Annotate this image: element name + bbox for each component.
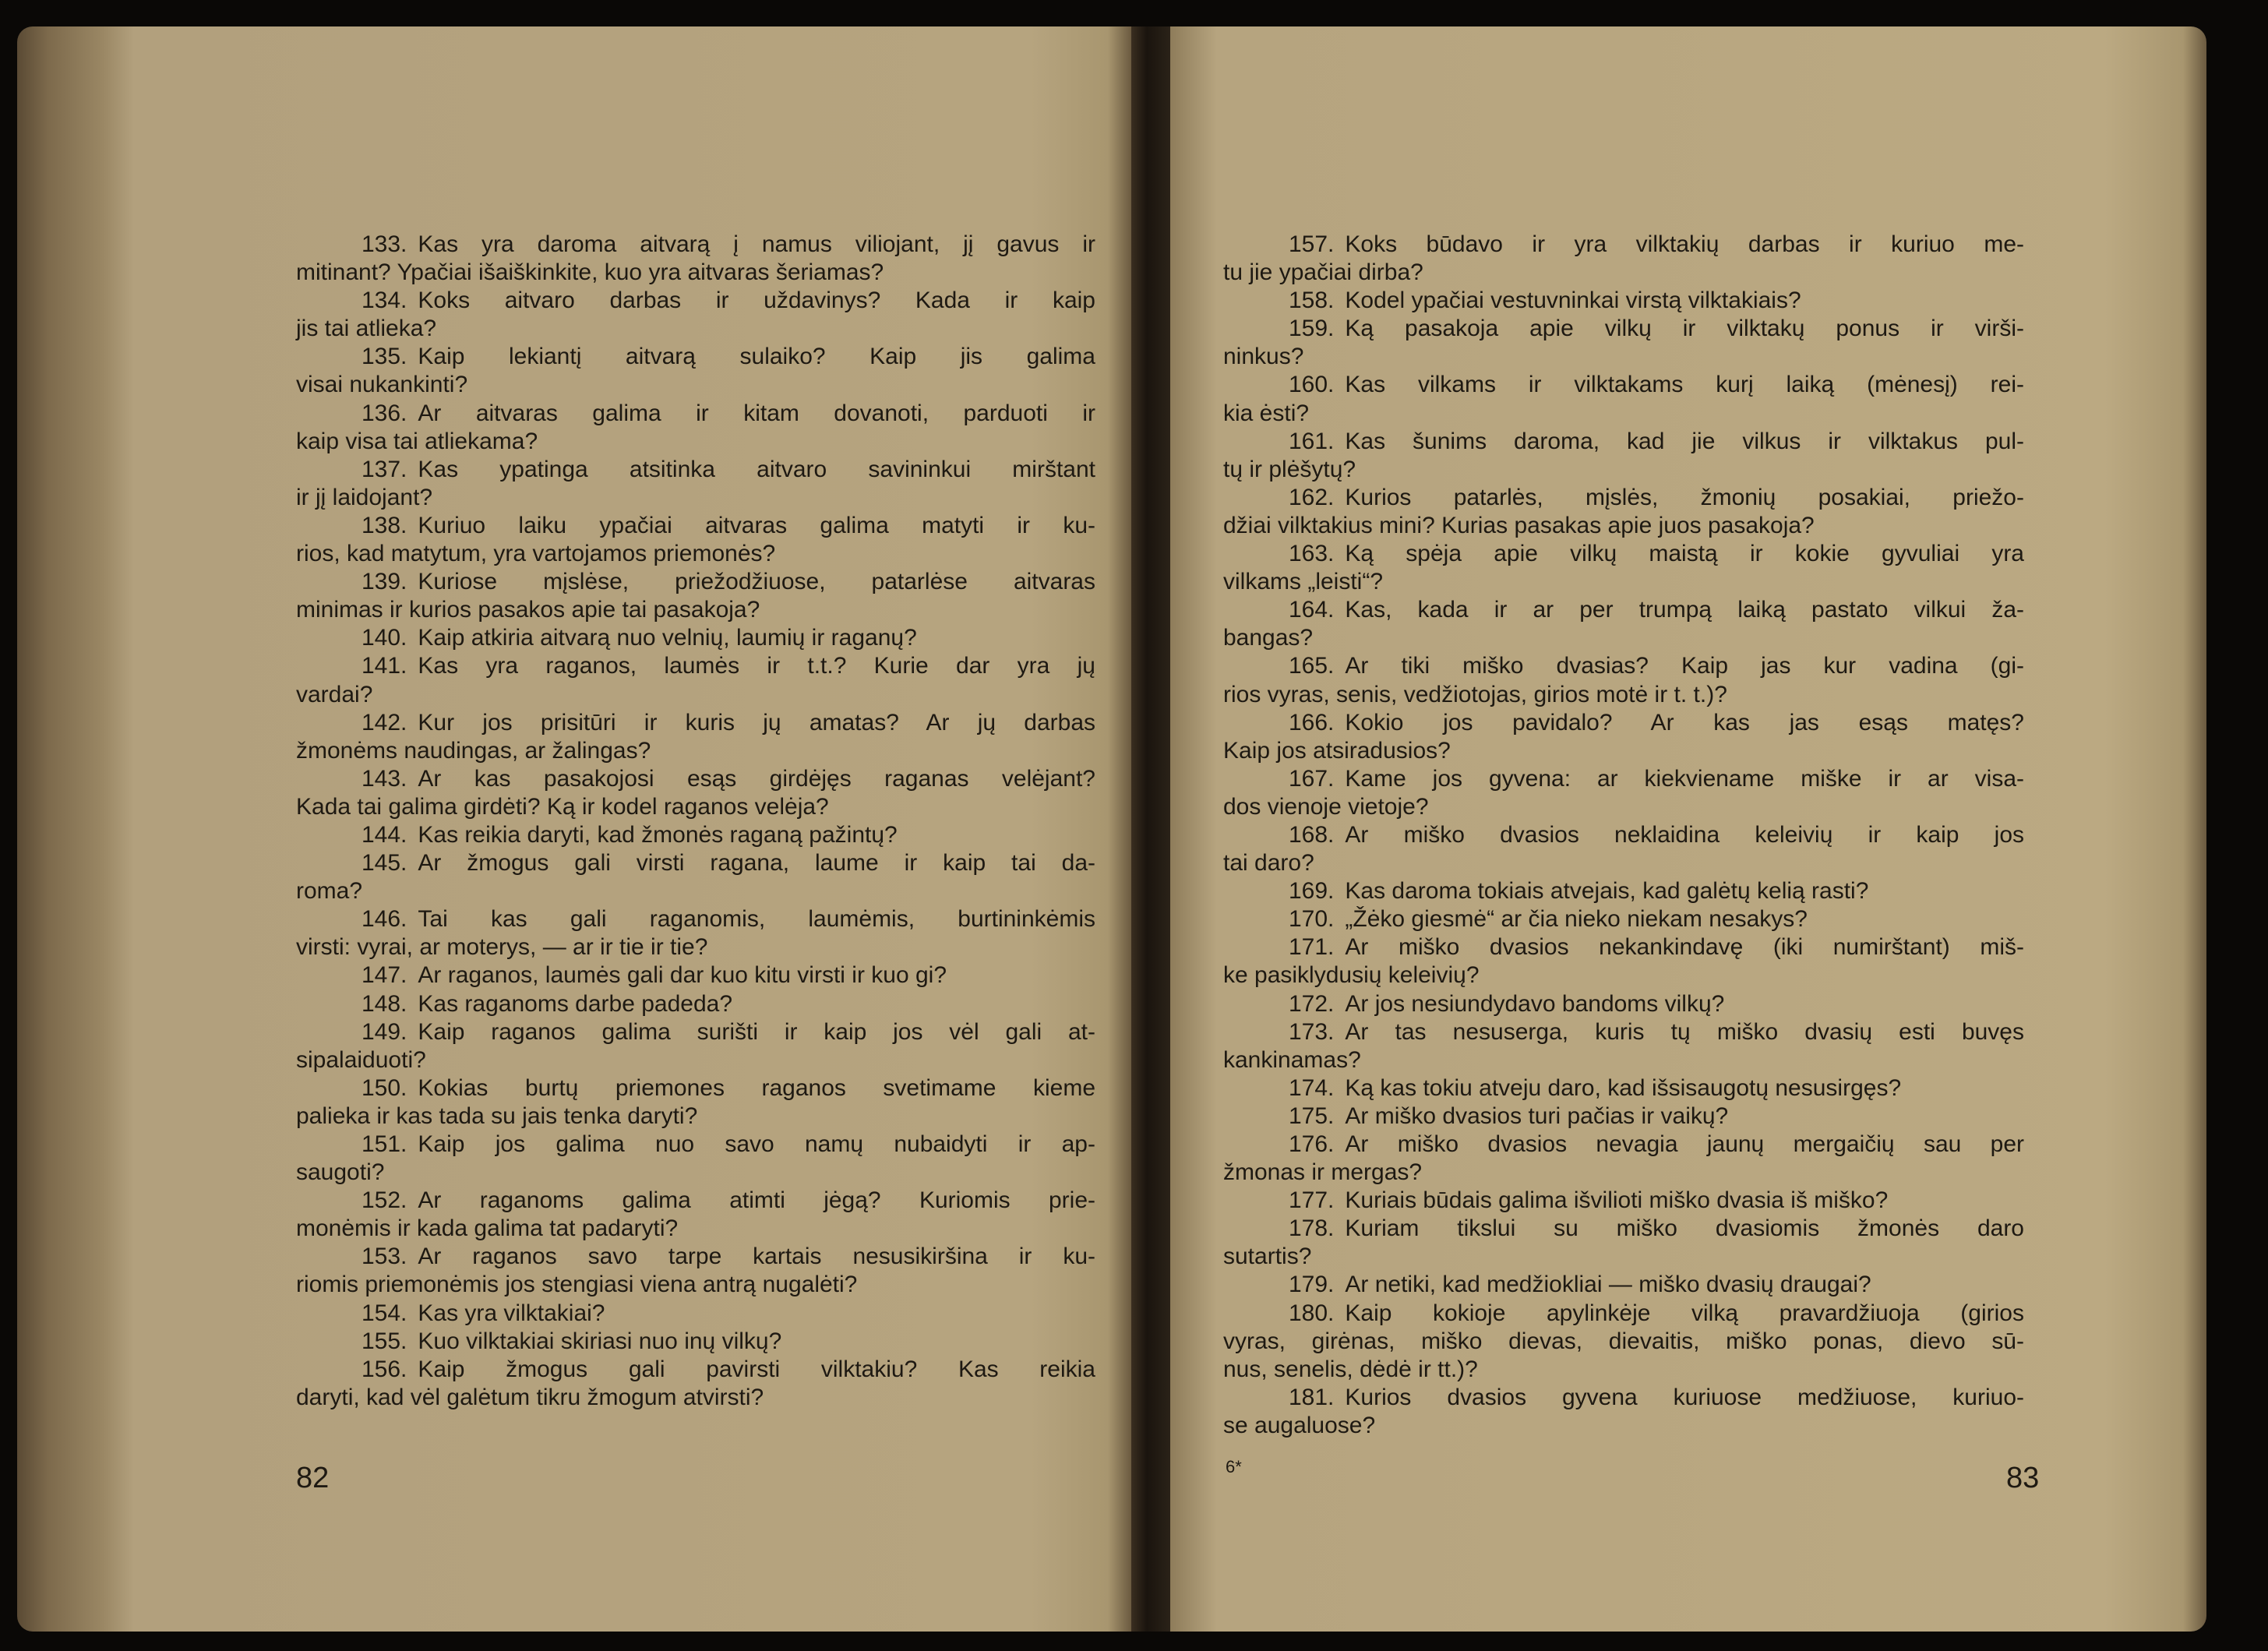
question-text: Kas raganoms darbe padeda? <box>418 990 733 1017</box>
question-line <box>296 231 1095 259</box>
question-number: 173. <box>1289 1018 1335 1045</box>
question-text: sutartis? <box>1223 1244 1312 1270</box>
question-text: rios, kad matytum, yra vartojamos priemonės? <box>296 541 776 567</box>
question-line <box>296 737 1095 765</box>
question-text: mitinant? Ypačiai išaiškinkite, kuo yra aitvaras šeriamas? <box>296 259 884 286</box>
question-number: 141. <box>362 653 407 679</box>
question-text: roma? <box>296 878 363 905</box>
question-item <box>1223 990 2024 1018</box>
question-line <box>296 1187 1095 1215</box>
question-number: 148. <box>362 990 407 1017</box>
question-text: ke pasiklydusių keleivių? <box>1223 962 1480 989</box>
question-item <box>1223 428 2024 484</box>
question-item <box>296 456 1095 512</box>
question-text: tų ir plėšytų? <box>1223 456 1356 482</box>
question-number: 138. <box>362 512 407 538</box>
question-text: Ar miško dvasios nekankindavę (iki numirštant) miš- <box>1345 934 2024 961</box>
question-line <box>296 709 1095 737</box>
question-text: virsti: vyrai, ar moterys, — ar ir tie ir tie? <box>296 934 708 961</box>
question-item <box>296 1328 1095 1356</box>
question-line <box>296 1243 1095 1271</box>
question-line <box>1223 343 2024 371</box>
page-number-left: 82 <box>296 1462 330 1494</box>
question-line <box>1223 1159 2024 1187</box>
question-line <box>1223 1243 2024 1271</box>
question-line <box>1223 371 2024 399</box>
question-line <box>296 681 1095 709</box>
question-text: rios vyras, senis, vedžiotojas, girios motė ir t. t.)? <box>1223 681 1727 707</box>
question-number: 147. <box>362 962 407 989</box>
question-number: 133. <box>362 231 407 257</box>
question-number: 166. <box>1289 709 1335 736</box>
question-number: 164. <box>1289 597 1335 623</box>
question-text: Ar netiki, kad medžiokliai — miško dvasių draugai? <box>1345 1272 1871 1298</box>
question-line <box>1223 793 2024 821</box>
question-text: Kaip lekiantį aitvarą sulaiko? Kaip jis galima <box>418 344 1095 370</box>
question-item <box>296 652 1095 708</box>
question-item <box>1223 484 2024 540</box>
question-text: Ką kas tokiu atveju daro, kad išsisaugotų nesusirgęs? <box>1345 1074 1902 1101</box>
question-text: Kodel ypačiai vestuvninkai virstą vilktakiais? <box>1345 288 1801 314</box>
question-item <box>296 231 1095 287</box>
question-text: Ar tiki miško dvasias? Kaip jas kur vadina (gi- <box>1345 653 2024 679</box>
question-number: 153. <box>362 1244 407 1270</box>
question-item <box>296 905 1095 961</box>
question-line <box>296 287 1095 315</box>
question-number: 154. <box>362 1300 407 1326</box>
question-line <box>1223 1356 2024 1384</box>
question-text: minimas ir kurios pasakos apie tai pasakoja? <box>296 597 760 623</box>
question-line <box>1223 709 2024 737</box>
question-line <box>1223 624 2024 652</box>
question-text: Ar raganos savo tarpe kartais nesusikiršina ir ku- <box>418 1244 1095 1270</box>
question-text: „Žėko giesmė“ ar čia nieko niekam nesakys? <box>1345 906 1808 933</box>
question-number: 151. <box>362 1131 407 1157</box>
question-text: Ar jos nesiundydavo bandoms vilkų? <box>1345 990 1725 1017</box>
question-item <box>296 400 1095 456</box>
question-text: džiai vilktakius mini? Kurias pasakas apie juos pasakoja? <box>1223 512 1815 538</box>
question-text: bangas? <box>1223 625 1314 651</box>
question-text: Kurios patarlės, mįslės, žmonių posakiai, priežo- <box>1345 484 2024 510</box>
question-item <box>1223 877 2024 905</box>
question-line <box>296 1384 1095 1412</box>
question-item <box>296 961 1095 990</box>
question-item <box>1223 905 2024 933</box>
question-number: 149. <box>362 1018 407 1045</box>
question-item <box>1223 1271 2024 1299</box>
question-number: 178. <box>1289 1215 1335 1242</box>
question-text: Kaip jos galima nuo savo namų nubaidyti ir ap- <box>418 1131 1095 1157</box>
question-text: ninkus? <box>1223 344 1304 370</box>
question-text: Kaip žmogus gali pavirsti vilktakiu? Kas reikia <box>418 1356 1095 1382</box>
question-text: dos vienoje vietoje? <box>1223 793 1429 820</box>
book-spine <box>1131 26 1170 1632</box>
question-line <box>296 1271 1095 1299</box>
question-text: Koks aitvaro darbas ir uždavinys? Kada ir kaip <box>418 288 1095 314</box>
question-line <box>296 793 1095 821</box>
question-text: Kas, kada ir ar per trumpą laiką pastato vilkui ža- <box>1345 597 2024 623</box>
question-line <box>296 1102 1095 1131</box>
page-number-right: 83 <box>2006 1462 2040 1494</box>
question-text: Kokio jos pavidalo? Ar kas jas esąs matęs? <box>1345 709 2024 736</box>
question-text: tu jie ypačiai dirba? <box>1223 259 1423 286</box>
question-text: Kurios dvasios gyvena kuriuose medžiuose, kuriuo- <box>1345 1384 2024 1410</box>
question-number: 140. <box>362 625 407 651</box>
question-text: Kaip raganos galima surišti ir kaip jos vėl gali at- <box>418 1018 1095 1045</box>
question-item <box>1223 709 2024 765</box>
question-text: Kur jos prisitūri ir kuris jų amatas? Ar jų darbas <box>418 709 1095 736</box>
question-line <box>1223 1131 2024 1159</box>
question-text: Kaip jos atsiradusios? <box>1223 737 1451 764</box>
question-line <box>296 1131 1095 1159</box>
question-line <box>1223 400 2024 428</box>
question-line <box>296 961 1095 990</box>
question-line <box>1223 315 2024 343</box>
question-text: Kas daroma tokiais atvejais, kad galėtų kelią rasti? <box>1345 878 1869 905</box>
question-number: 163. <box>1289 541 1335 567</box>
question-text: kaip visa tai atliekama? <box>296 428 538 454</box>
question-item <box>1223 287 2024 315</box>
question-text: Ką pasakoja apie vilkų ir vilktakų ponus ir virši- <box>1345 316 2024 342</box>
question-text: Ar tas nesuserga, kuris tų miško dvasių esti buvęs <box>1345 1018 2024 1045</box>
question-text: daryti, kad vėl galėtum tikru žmogum atvirsti? <box>296 1384 764 1410</box>
question-item <box>1223 1215 2024 1271</box>
question-text: sipalaiduoti? <box>296 1046 426 1073</box>
question-line <box>296 343 1095 371</box>
question-text: Kame jos gyvena: ar kiekviename miške ir ar visa- <box>1345 765 2024 792</box>
question-line <box>1223 1018 2024 1046</box>
question-line <box>296 1046 1095 1074</box>
question-text: Kaip kokioje apylinkėje vilką pravardžiuoja (girios <box>1345 1300 2024 1326</box>
question-number: 136. <box>362 400 407 426</box>
question-line <box>296 484 1095 512</box>
question-line <box>296 905 1095 933</box>
question-item <box>1223 231 2024 287</box>
question-text: Kuriam tikslui su miško dvasiomis žmonės daro <box>1345 1215 2024 1242</box>
question-text: Kas vilkams ir vilktakams kurį laiką (mėnesį) rei- <box>1345 372 2024 398</box>
question-line <box>1223 933 2024 961</box>
question-line <box>1223 512 2024 540</box>
question-number: 157. <box>1289 231 1335 257</box>
question-number: 175. <box>1289 1102 1335 1129</box>
question-text: Kada tai galima girdėti? Ką ir kodel raganos velėja? <box>296 793 829 820</box>
question-text: Koks būdavo ir yra vilktakių darbas ir kuriuo me- <box>1345 231 2024 257</box>
question-number: 174. <box>1289 1074 1335 1101</box>
question-item <box>296 568 1095 624</box>
question-line <box>1223 1300 2024 1328</box>
question-text: nus, senelis, dėdė ir tt.)? <box>1223 1356 1478 1382</box>
question-line <box>1223 1074 2024 1102</box>
question-number: 168. <box>1289 821 1335 848</box>
question-item <box>1223 821 2024 877</box>
question-text: Kaip atkiria aitvarą nuo velnių, laumių ir raganų? <box>418 625 917 651</box>
question-text: vardai? <box>296 681 373 707</box>
question-line <box>296 568 1095 596</box>
question-number: 150. <box>362 1074 407 1101</box>
question-line <box>296 596 1095 624</box>
question-line <box>296 371 1095 399</box>
question-text: monėmis ir kada galima tat padaryti? <box>296 1215 679 1242</box>
question-number: 144. <box>362 821 407 848</box>
question-line <box>1223 568 2024 596</box>
question-number: 135. <box>362 344 407 370</box>
question-line <box>296 259 1095 287</box>
question-line <box>296 877 1095 905</box>
left-page <box>17 26 1131 1632</box>
question-item <box>1223 1384 2024 1440</box>
question-text: se augaluose? <box>1223 1412 1376 1438</box>
question-text: Kas yra daroma aitvarą į namus viliojant, jį gavus ir <box>418 231 1095 257</box>
question-text: Kuriose mįslėse, priežodžiuose, patarlėse aitvaras <box>418 569 1095 595</box>
question-line <box>296 512 1095 540</box>
question-line <box>1223 821 2024 849</box>
question-text: Tai kas gali raganomis, laumėmis, burtininkėmis <box>418 906 1095 933</box>
question-item <box>1223 315 2024 371</box>
question-line <box>1223 1384 2024 1412</box>
question-list-left <box>296 231 1095 1412</box>
question-number: 177. <box>1289 1187 1335 1214</box>
question-text: Ar miško dvasios nevagia jaunų mergaičių sau per <box>1345 1131 2024 1157</box>
question-line <box>1223 765 2024 793</box>
question-number: 162. <box>1289 484 1335 510</box>
question-item <box>296 512 1095 568</box>
question-line <box>1223 287 2024 315</box>
question-text: Kuriuo laiku ypačiai aitvaras galima matyti ir ku- <box>418 512 1095 538</box>
question-text: jis tai atlieka? <box>296 316 437 342</box>
question-number: 159. <box>1289 316 1335 342</box>
question-item <box>1223 1102 2024 1131</box>
question-number: 142. <box>362 709 407 736</box>
question-text: žmonas ir mergas? <box>1223 1159 1423 1186</box>
question-item <box>296 343 1095 399</box>
question-line <box>1223 849 2024 877</box>
question-text: visai nukankinti? <box>296 372 468 398</box>
question-number: 180. <box>1289 1300 1335 1326</box>
question-line <box>1223 456 2024 484</box>
question-number: 179. <box>1289 1272 1335 1298</box>
question-line <box>296 456 1095 484</box>
question-number: 134. <box>362 288 407 314</box>
question-number: 143. <box>362 765 407 792</box>
question-item <box>296 287 1095 343</box>
question-line <box>296 652 1095 680</box>
question-number: 181. <box>1289 1384 1335 1410</box>
question-item <box>296 624 1095 652</box>
question-line <box>296 624 1095 652</box>
question-line <box>296 315 1095 343</box>
question-line <box>296 1328 1095 1356</box>
question-item <box>296 1131 1095 1187</box>
question-line <box>296 765 1095 793</box>
question-line <box>1223 484 2024 512</box>
question-line <box>296 849 1095 877</box>
question-item <box>296 1074 1095 1131</box>
question-text: Ar aitvaras galima ir kitam dovanoti, parduoti ir <box>418 400 1095 426</box>
question-line <box>1223 681 2024 709</box>
question-text: riomis priemonėmis jos stengiasi viena antrą nugalėti? <box>296 1272 858 1298</box>
question-text: vyras, girėnas, miško dievas, dievaitis, miško ponas, dievo sū- <box>1223 1328 2024 1354</box>
question-number: 170. <box>1289 906 1335 933</box>
question-item <box>296 1018 1095 1074</box>
question-number: 167. <box>1289 765 1335 792</box>
question-item <box>1223 652 2024 708</box>
signature-mark: 6* <box>1226 1457 1242 1476</box>
question-text: saugoti? <box>296 1159 385 1186</box>
question-line <box>296 400 1095 428</box>
question-line <box>296 1074 1095 1102</box>
question-line <box>296 933 1095 961</box>
question-item <box>1223 1018 2024 1074</box>
question-number: 156. <box>362 1356 407 1382</box>
question-line <box>296 821 1095 849</box>
question-text: palieka ir kas tada su jais tenka daryti? <box>296 1102 698 1129</box>
question-line <box>1223 1215 2024 1243</box>
question-number: 160. <box>1289 372 1335 398</box>
right-page <box>1170 26 2206 1632</box>
question-number: 171. <box>1289 934 1335 961</box>
question-item <box>296 821 1095 849</box>
question-text: Kokias burtų priemones raganos svetimame kieme <box>418 1074 1095 1101</box>
question-line <box>296 990 1095 1018</box>
question-text: Kuo vilktakiai skiriasi nuo inų vilkų? <box>418 1328 782 1354</box>
question-item <box>296 849 1095 905</box>
question-line <box>1223 905 2024 933</box>
question-text: kia ėsti? <box>1223 400 1310 426</box>
question-line <box>1223 737 2024 765</box>
question-item <box>1223 1300 2024 1384</box>
question-line <box>1223 540 2024 568</box>
question-number: 137. <box>362 456 407 482</box>
question-item <box>296 990 1095 1018</box>
question-line <box>1223 428 2024 456</box>
question-line <box>1223 652 2024 680</box>
question-line <box>1223 1102 2024 1131</box>
question-text: Ar raganoms galima atimti jėgą? Kuriomis prie- <box>418 1187 1095 1214</box>
question-item <box>1223 596 2024 652</box>
question-line <box>1223 231 2024 259</box>
question-number: 176. <box>1289 1131 1335 1157</box>
question-text: Kas yra vilktakiai? <box>418 1300 605 1326</box>
question-list-right <box>1223 231 2024 1440</box>
question-text: ir jį laidojant? <box>296 484 433 510</box>
question-text: vilkams „leisti“? <box>1223 569 1384 595</box>
question-item <box>296 765 1095 821</box>
question-item <box>1223 933 2024 990</box>
question-line <box>1223 1412 2024 1440</box>
question-number: 165. <box>1289 653 1335 679</box>
question-item <box>1223 765 2024 821</box>
question-text: Ar žmogus gali virsti ragana, laume ir kaip tai da- <box>418 850 1095 877</box>
question-number: 172. <box>1289 990 1335 1017</box>
question-line <box>1223 877 2024 905</box>
question-number: 169. <box>1289 878 1335 905</box>
question-line <box>1223 1187 2024 1215</box>
question-text: Kas ypatinga atsitinka aitvaro savininkui mirštant <box>418 456 1095 482</box>
question-number: 146. <box>362 906 407 933</box>
question-text: kankinamas? <box>1223 1046 1361 1073</box>
question-line <box>296 1215 1095 1243</box>
question-text: tai daro? <box>1223 850 1314 877</box>
question-text: Ar kas pasakojosi esąs girdėjęs raganas velėjant? <box>418 765 1095 792</box>
question-text: Ar miško dvasios neklaidina keleivių ir kaip jos <box>1345 821 2024 848</box>
question-line <box>296 1159 1095 1187</box>
question-item <box>296 1243 1095 1299</box>
question-item <box>296 1356 1095 1412</box>
question-number: 145. <box>362 850 407 877</box>
question-line <box>1223 259 2024 287</box>
question-text: Ką spėja apie vilkų maistą ir kokie gyvuliai yra <box>1345 541 2024 567</box>
question-line <box>1223 1328 2024 1356</box>
question-line <box>1223 1046 2024 1074</box>
question-line <box>1223 961 2024 990</box>
question-number: 152. <box>362 1187 407 1214</box>
question-text: Kuriais būdais galima išvilioti miško dvasia iš miško? <box>1345 1187 1889 1214</box>
question-number: 158. <box>1289 288 1335 314</box>
question-item <box>1223 1074 2024 1102</box>
question-item <box>1223 1187 2024 1215</box>
question-line <box>1223 990 2024 1018</box>
question-number: 155. <box>362 1328 407 1354</box>
question-item <box>296 1187 1095 1243</box>
question-item <box>296 1300 1095 1328</box>
question-item <box>296 709 1095 765</box>
question-line <box>296 428 1095 456</box>
question-text: Kas šunims daroma, kad jie vilkus ir vilktakus pul- <box>1345 428 2024 454</box>
question-text: Kas reikia daryti, kad žmonės raganą pažintų? <box>418 821 898 848</box>
question-line <box>1223 1271 2024 1299</box>
question-text: Ar raganos, laumės gali dar kuo kitu virsti ir kuo gi? <box>418 962 947 989</box>
question-line <box>296 540 1095 568</box>
question-item <box>1223 371 2024 427</box>
question-line <box>296 1300 1095 1328</box>
question-line <box>296 1018 1095 1046</box>
question-number: 161. <box>1289 428 1335 454</box>
question-item <box>1223 1131 2024 1187</box>
question-text: žmonėms naudingas, ar žalingas? <box>296 737 651 764</box>
question-line <box>296 1356 1095 1384</box>
question-item <box>1223 540 2024 596</box>
question-text: Ar miško dvasios turi pačias ir vaikų? <box>1345 1102 1729 1129</box>
question-line <box>1223 596 2024 624</box>
question-text: Kas yra raganos, laumės ir t.t.? Kurie dar yra jų <box>418 653 1095 679</box>
question-number: 139. <box>362 569 407 595</box>
